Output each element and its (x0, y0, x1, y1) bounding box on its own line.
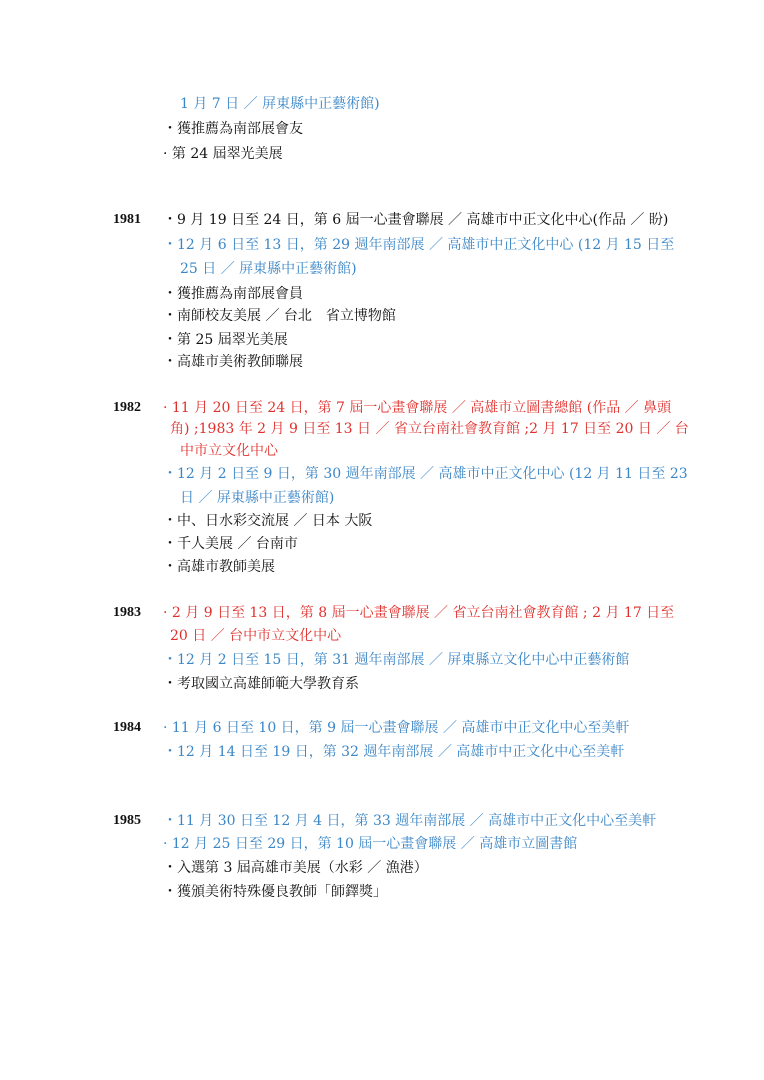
list-item: ・中、日水彩交流展 ／ 日本 大阪 (163, 513, 373, 529)
list-item: ・12 月 2 日至 15 日，第 31 週年南部展 ／ 屏東縣立文化中心中正藝術館 (163, 652, 630, 668)
list-item: ・12 月 2 日至 9 日，第 30 週年南部展 ／ 高雄市中正文化中心 (12 月 11 日至 23 (163, 466, 688, 482)
list-item: ・高雄市美術教師聯展 (163, 354, 303, 370)
year-label: 1983 (113, 605, 141, 620)
list-item: ・千人美展 ／ 台南市 (163, 536, 298, 552)
list-item: ・南師校友美展 ／ 台北 省立博物館 (163, 308, 396, 324)
year-label: 1982 (113, 400, 141, 415)
list-item: ・12 月 6 日至 13 日，第 29 週年南部展 ／ 高雄市中正文化中心 (12 月 15 日至 (163, 237, 675, 253)
list-item: ・11 月 30 日至 12 月 4 日，第 33 週年南部展 ／ 高雄市中正文化中心至美軒 (163, 813, 657, 829)
list-item: ・獲推薦為南部展會員 (163, 286, 303, 302)
list-item: ・9 月 19 日至 24 日，第 6 屆一心畫會聯展 ／ 高雄市中正文化中心(作品 ／ 盼) (163, 212, 669, 228)
year-label: 1985 (113, 813, 141, 828)
list-item: · 第 24 屆翠光美展 (163, 146, 283, 162)
list-item-continuation: 中市立文化中心 (180, 443, 278, 459)
list-item: ・獲頒美術特殊優良教師「師鐸獎」 (163, 884, 387, 900)
list-item: ・考取國立高雄師範大學教育系 (163, 676, 359, 692)
line-continuation: 1 月 7 日 ／ 屏東縣中正藝術館) (180, 96, 380, 112)
list-item: ・高雄市教師美展 (163, 559, 275, 575)
list-item: ・獲推薦為南部展會友 (163, 121, 303, 137)
list-item: ・12 月 14 日至 19 日，第 32 週年南部展 ／ 高雄市中正文化中心至美軒 (163, 744, 625, 760)
year-label: 1984 (113, 720, 141, 735)
list-item: · 11 月 6 日至 10 日，第 9 屆一心畫會聯展 ／ 高雄市中正文化中心至美軒 (163, 720, 630, 736)
list-item: ・入選第 3 屆高雄市美展（水彩 ／ 漁港） (163, 860, 428, 876)
list-item: ・第 25 屆翠光美展 (163, 332, 288, 348)
list-item-continuation: 角) ;1983 年 2 月 9 日至 13 日 ／ 省立台南社會教育館 ;2 月 17 日至 20 日 ／ 台 (170, 421, 689, 437)
list-item-continuation: 日 ／ 屏東縣中正藝術館) (180, 490, 335, 506)
list-item-continuation: 20 日 ／ 台中市立文化中心 (170, 628, 342, 644)
list-item: · 12 月 25 日至 29 日，第 10 屆一心畫會聯展 ／ 高雄市立圖書館 (163, 836, 578, 852)
year-label: 1981 (113, 212, 141, 227)
list-item-continuation: 25 日 ／ 屏東縣中正藝術館) (180, 261, 357, 277)
list-item: · 2 月 9 日至 13 日，第 8 屆一心畫會聯展 ／ 省立台南社會教育館 ; 2 月 17 日至 (163, 605, 675, 621)
list-item: · 11 月 20 日至 24 日，第 7 屆一心畫會聯展 ／ 高雄市立圖書總館 (作品 ／ 鼻頭 (163, 400, 672, 416)
